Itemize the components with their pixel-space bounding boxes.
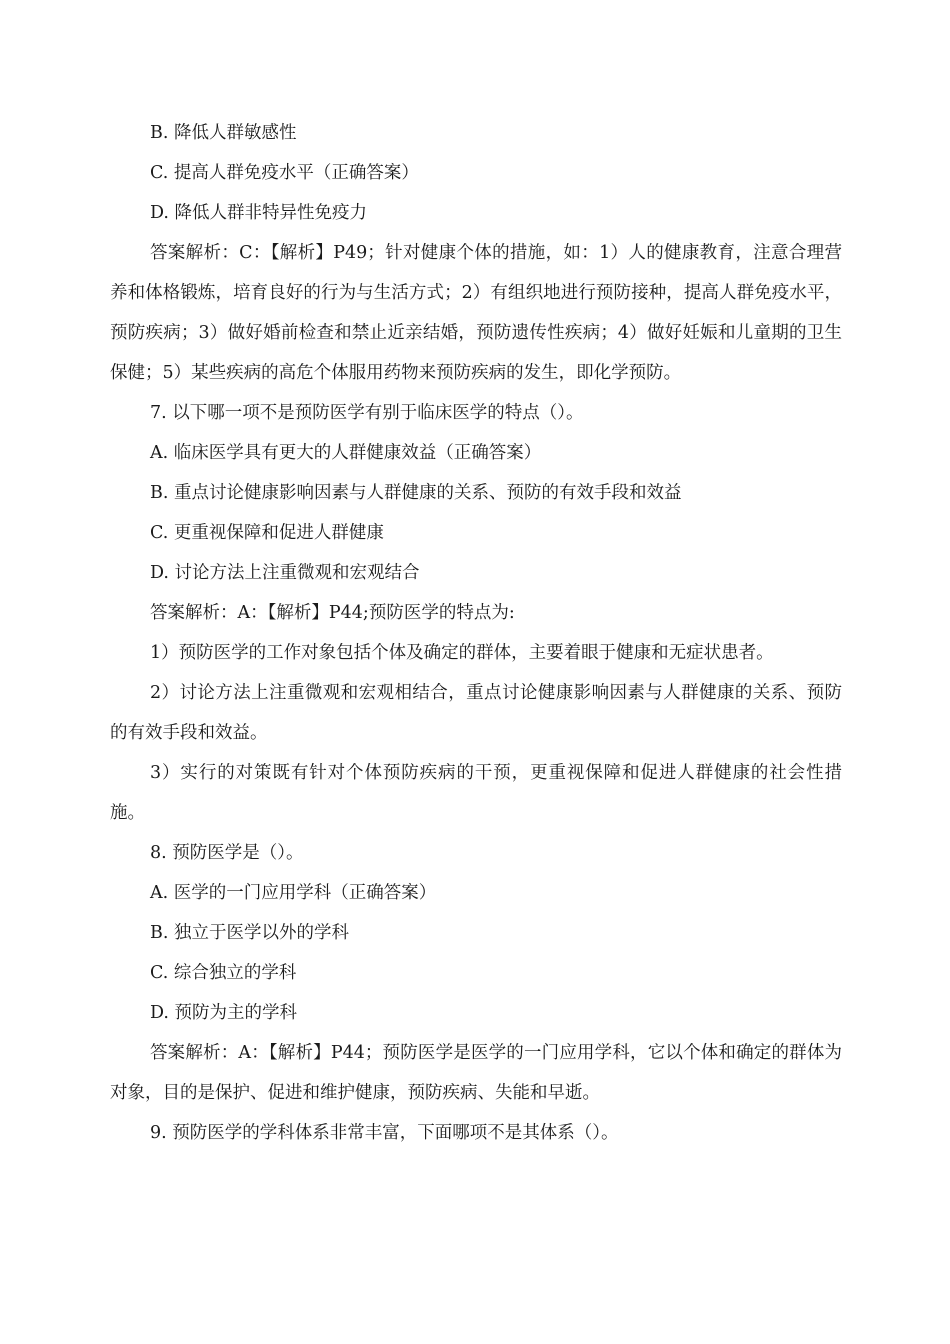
question-7-option-b: B. 重点讨论健康影响因素与人群健康的关系、预防的有效手段和效益 (150, 483, 682, 503)
question-8-option-c: C. 综合独立的学科 (150, 963, 297, 983)
option-b-line: B. 降低人群敏感性 (150, 123, 297, 143)
question-7-answer-explanation: 答案解析：A：【解析】P44;预防医学的特点为: (150, 603, 515, 623)
question-8: 8. 预防医学是（）。 (150, 843, 304, 863)
document-page (110, 113, 842, 1153)
question-7: 7. 以下哪一项不是预防医学有别于临床医学的特点（）。 (150, 403, 584, 423)
question-7-option-d: D. 讨论方法上注重微观和宏观结合 (150, 563, 420, 583)
question-7-option-a: A. 临床医学具有更大的人群健康效益（正确答案） (150, 443, 542, 463)
question-7-point-2: 2）讨论方法上注重微观和宏观相结合，重点讨论健康影响因素与人群健康的关系、预防的有效手段和效益。 (110, 683, 842, 743)
question-8-option-b: B. 独立于医学以外的学科 (150, 923, 349, 943)
question-7-point-1: 1）预防医学的工作对象包括个体及确定的群体，主要着眼于健康和无症状患者。 (150, 643, 774, 663)
question-8-option-a: A. 医学的一门应用学科（正确答案） (150, 883, 437, 903)
option-d-line: D. 降低人群非特异性免疫力 (150, 203, 368, 223)
question-8-answer-explanation: 答案解析：A：【解析】P44；预防医学是医学的一门应用学科，它以个体和确定的群体为对象，目的是保护、促进和维护健康，预防疾病、失能和早逝。 (110, 1043, 842, 1103)
question-7-option-c: C. 更重视保障和促进人群健康 (150, 523, 384, 543)
answer-explanation: 答案解析：C：【解析】P49；针对健康个体的措施，如：1）人的健康教育，注意合理营养和体格锻炼，培育良好的行为与生活方式；2）有组织地进行预防接种，提高人群免疫水平，预防疾病；3）做好婚前检查和禁止近亲结婚，预防遗传性疾病；4）做好妊娠和儿童期的卫生保健；5）某些疾病的高危个体服用药物来预防疾病的发生，即化学预防。 (110, 243, 842, 383)
question-9: 9. 预防医学的学科体系非常丰富，下面哪项不是其体系（）。 (150, 1123, 619, 1143)
question-7-point-3: 3）实行的对策既有针对个体预防疾病的干预，更重视保障和促进人群健康的社会性措施。 (110, 763, 842, 823)
question-8-option-d: D. 预防为主的学科 (150, 1003, 298, 1023)
option-c-line: C. 提高人群免疫水平（正确答案） (150, 163, 419, 183)
